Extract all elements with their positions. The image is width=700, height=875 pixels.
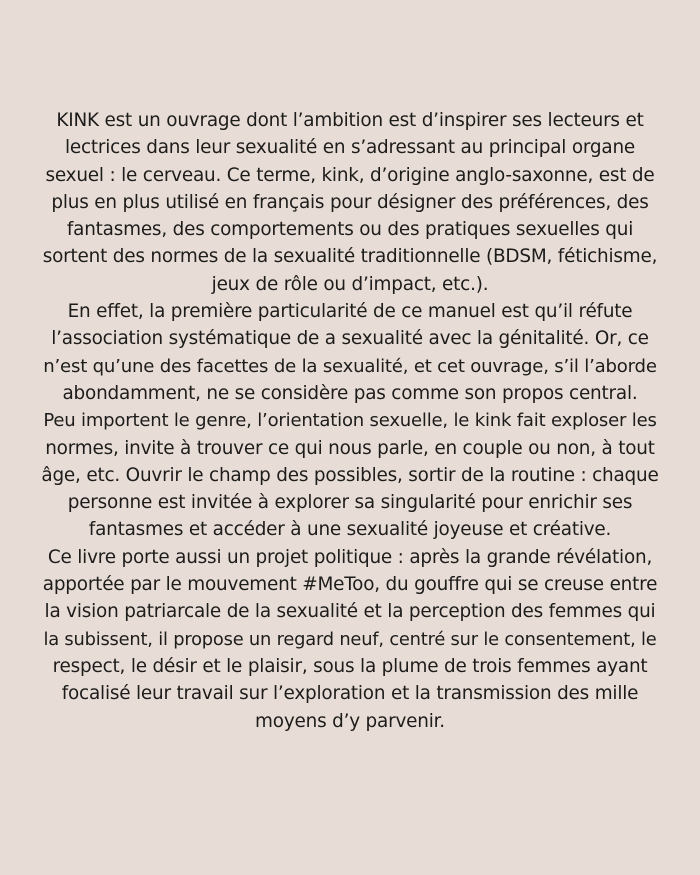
text-line-1: KINK est un ouvrage dont l’ambition est d’inspirer ses lecteurs et xyxy=(56,110,644,131)
body-text xyxy=(40,107,660,735)
text-line-11: abondamment, ne se considère pas comme son propos central. xyxy=(62,382,638,404)
text-line-13: normes, invite à trouver ce qui nous parle, en couple ou non, à tout xyxy=(45,437,655,459)
text-line-5: fantasmes, des comportements ou des pratiques sexuelles qui xyxy=(66,219,634,241)
text-line-17: Ce livre porte aussi un projet politique : après la grande révélation, xyxy=(47,546,653,568)
text-line-21: respect, le désir et le plaisir, sous la plume de trois femmes ayant xyxy=(52,655,648,677)
text-line-22: focalisé leur travail sur l’exploration et la transmission des mille xyxy=(61,683,639,705)
text-line-16: fantasmes et accéder à une sexualité joyeuse et créative. xyxy=(88,519,612,541)
text-line-7: jeux de rôle ou d’impact, etc.). xyxy=(211,273,489,295)
text-line-15: personne est invitée à explorer sa singularité pour enrichir ses xyxy=(67,492,633,514)
text-line-20: la subissent, il propose un regard neuf, centré sur le consentement, le xyxy=(43,628,657,650)
text-line-3: sexuel : le cerveau. Ce terme, kink, d’origine anglo-saxonne, est de xyxy=(45,164,655,186)
text-line-14: âge, etc. Ouvrir le champ des possibles, sortir de la routine : chaque xyxy=(41,464,659,486)
text-line-23: moyens d’y parvenir. xyxy=(255,710,445,732)
text-line-8: En effet, la première particularité de ce manuel est qu’il réfute xyxy=(67,301,633,323)
text-line-10: n’est qu’une des facettes de la sexualité, et cet ouvrage, s’il l’aborde xyxy=(43,355,657,377)
text-line-6: sortent des normes de la sexualité traditionnelle (BDSM, fétichisme, xyxy=(42,246,658,268)
text-line-19: la vision patriarcale de la sexualité et la perception des femmes qui xyxy=(44,601,656,623)
text-line-18: apportée par le mouvement #MeToo, du gouffre qui se creuse entre xyxy=(42,574,658,596)
text-line-9: l’association systématique de a sexualité avec la génitalité. Or, ce xyxy=(51,328,649,350)
text-line-12: Peu importent le genre, l’orientation sexuelle, le kink fait exploser les xyxy=(43,410,657,432)
text-line-2: lectrices dans leur sexualité en s’adressant au principal organe xyxy=(64,137,636,159)
text-line-4: plus en plus utilisé en français pour désigner des préférences, des xyxy=(51,191,649,213)
